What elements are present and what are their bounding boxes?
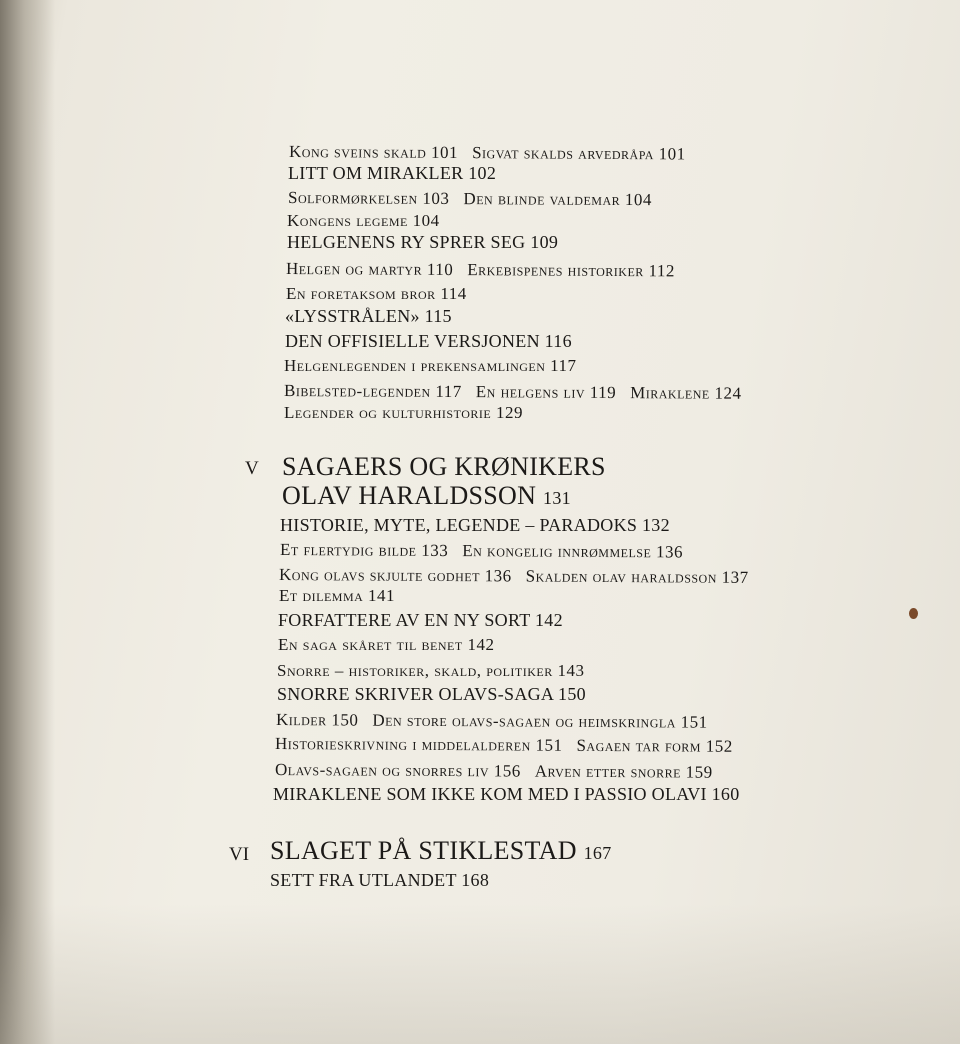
toc-entry: Historieskrivning i middelalderen 151 [275, 734, 563, 755]
toc-entry: Kongens legeme 104 [287, 211, 440, 230]
chapter-page: 131 [543, 488, 571, 508]
toc-line [273, 784, 740, 805]
toc-entry: Sigvat skalds arvedråpa 101 [472, 143, 686, 164]
toc-line [276, 710, 708, 733]
page-shade [0, 904, 960, 1044]
toc-section: FORFATTERE AV EN NY SORT 142 [278, 610, 563, 630]
toc-line [284, 403, 523, 423]
toc-line [280, 540, 683, 562]
toc-entry: Miraklene 124 [630, 383, 742, 403]
toc-entry: Den store olavs-sagaen og heimskringla 151 [372, 710, 708, 732]
toc-entry: Sagaen tar form 152 [576, 735, 733, 756]
toc-line [286, 284, 467, 304]
toc-line [285, 306, 452, 327]
toc-line [280, 515, 670, 536]
chapter-numeral: V [245, 458, 259, 479]
toc-section: HISTORIE, MYTE, LEGENDE – PARADOKS 132 [280, 515, 670, 535]
toc-entry: Et flertydig bilde 133 [280, 540, 449, 561]
chapter-numeral: VI [229, 844, 250, 865]
toc-entry: Snorre – historiker, skald, politiker 143 [277, 661, 585, 680]
toc-line [287, 232, 558, 253]
page-stain [909, 608, 918, 619]
toc-section: HELGENENS RY SPRER SEG 109 [287, 232, 559, 252]
toc-entry: Kong olavs skjulte godhet 136 [279, 565, 512, 586]
chapter-title: OLAV HARALDSSON 131 [282, 481, 571, 510]
toc-line [288, 188, 652, 210]
toc-line [279, 565, 749, 588]
chapter-title: SLAGET PÅ STIKLESTAD 167 [270, 836, 612, 865]
toc-entry: En helgens liv 119 [475, 382, 617, 403]
toc-section: DEN OFFISIELLE VERSJONEN 116 [285, 331, 572, 351]
toc-entry: Olavs-sagaen og snorres liv 156 [275, 760, 521, 781]
toc-line [286, 259, 675, 281]
toc-entry: Erkebispenes historiker 112 [467, 260, 676, 281]
toc-section: SETT FRA UTLANDET 168 [270, 870, 490, 890]
toc-entry: Et dilemma 141 [279, 586, 396, 605]
toc-entry: Kong sveins skald 101 [289, 142, 459, 163]
toc-entry: Den blinde valdemar 104 [463, 189, 652, 210]
toc-section: SNORRE SKRIVER OLAVS-SAGA 150 [277, 684, 586, 704]
toc-line [284, 356, 577, 376]
toc-section: MIRAKLENE SOM IKKE KOM MED I PASSIO OLAVI 160 [273, 784, 740, 804]
toc-entry: En saga skåret til benet 142 [278, 635, 495, 654]
toc-line [285, 331, 572, 352]
toc-entry: En kongelig innrømmelse 136 [462, 541, 684, 562]
toc-entry: Arven etter snorre 159 [534, 761, 713, 782]
toc-section: LITT OM MIRAKLER 102 [288, 163, 497, 183]
toc-line [277, 661, 584, 681]
toc-entry: Bibelsted-legenden 117 [284, 381, 462, 402]
toc-line [279, 586, 395, 606]
toc-section: «LYSSTRÅLEN» 115 [285, 306, 452, 326]
toc-line [278, 610, 563, 631]
toc-line [288, 163, 496, 184]
toc-entry: Kilder 150 [276, 710, 359, 730]
toc-entry: Solformørkelsen 103 [288, 188, 450, 208]
toc-line [275, 760, 713, 783]
toc-line [270, 870, 489, 891]
toc-line [278, 635, 494, 655]
spine-shadow [0, 0, 55, 1044]
toc-entry: En foretaksom bror 114 [286, 284, 467, 303]
toc-entry: Skalden olav haraldsson 137 [525, 566, 749, 587]
chapter-title: SAGAERS OG KRØNIKERS [282, 452, 606, 481]
toc-line [284, 381, 742, 404]
toc-entry: Helgenlegenden i prekensamlingen 117 [284, 356, 577, 375]
toc-entry: Helgen og martyr 110 [286, 259, 454, 280]
toc-entry: Legender og kulturhistorie 129 [284, 403, 523, 422]
chapter-page: 167 [583, 843, 612, 863]
toc-line [275, 734, 733, 757]
toc-line [287, 211, 440, 231]
toc-line [277, 684, 586, 705]
toc-line [289, 142, 686, 164]
